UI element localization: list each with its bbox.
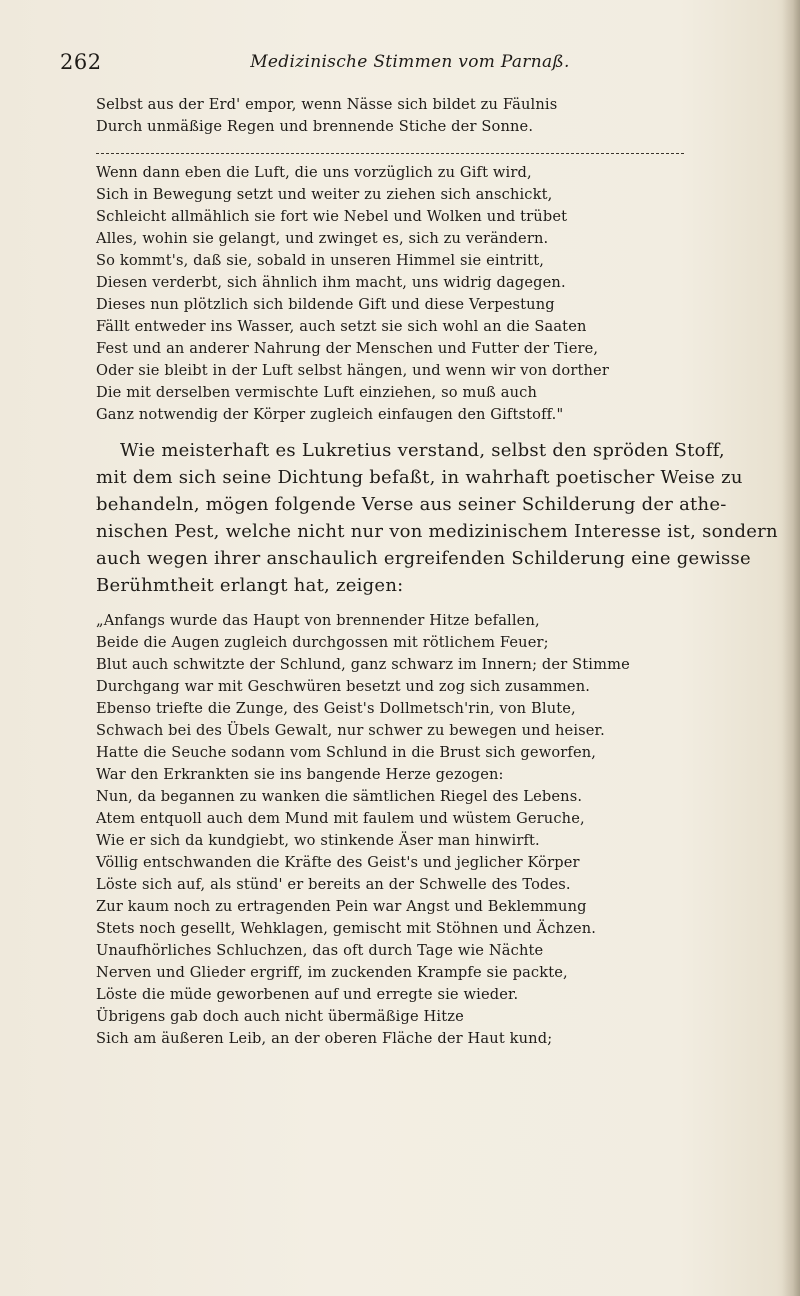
verse-line: Unaufhörliches Schluchzen, das oft durch Tage wie Nächte bbox=[96, 942, 544, 959]
verse-line: Stets noch gesellt, Wehklagen, gemischt mit Stöhnen und Ächzen. bbox=[96, 920, 597, 937]
verse-line: Beide die Augen zugleich durchgossen mit rötlichem Feuer; bbox=[96, 634, 549, 651]
paragraph-line: mit dem sich seine Dichtung befaßt, in wahrhaft poetischer Weise zu bbox=[96, 467, 743, 488]
page-number: 262 bbox=[60, 50, 102, 74]
verse-line: Alles, wohin sie gelangt, und zwinget es, sich zu verändern. bbox=[96, 230, 549, 247]
verse-line: War den Erkrankten sie ins bangende Herze gezogen: bbox=[96, 766, 504, 783]
verse-line: Wenn dann eben die Luft, die uns vorzüglich zu Gift wird, bbox=[96, 164, 532, 181]
verse-line: Völlig entschwanden die Kräfte des Geist's und jeglicher Körper bbox=[96, 854, 580, 871]
verse-line: Dieses nun plötzlich sich bildende Gift und diese Verpestung bbox=[96, 296, 555, 313]
verse-line: Blut auch schwitzte der Schlund, ganz schwarz im Innern; der Stimme bbox=[96, 656, 630, 673]
verse-line: Fest und an anderer Nahrung der Menschen und Futter der Tiere, bbox=[96, 340, 599, 357]
page-header bbox=[60, 50, 760, 80]
verse-line: Schleicht allmählich sie fort wie Nebel und Wolken und trübet bbox=[96, 208, 568, 225]
paragraph-line: behandeln, mögen folgende Verse aus seiner Schilderung der athe- bbox=[96, 494, 727, 515]
verse-line: Nun, da begannen zu wanken die sämtlichen Riegel des Lebens. bbox=[96, 788, 583, 805]
verse-line: Oder sie bleibt in der Luft selbst hängen, und wenn wir von dorther bbox=[96, 362, 609, 379]
paragraph-line: nischen Pest, welche nicht nur von medizinischem Interesse ist, sondern bbox=[96, 521, 778, 542]
verse-line: Atem entquoll auch dem Mund mit faulem und wüstem Geruche, bbox=[96, 810, 585, 827]
verse-line: Durch unmäßige Regen und brennende Stiche der Sonne. bbox=[96, 118, 534, 135]
verse-line: Übrigens gab doch auch nicht übermäßige Hitze bbox=[96, 1008, 464, 1025]
verse-line: Hatte die Seuche sodann vom Schlund in die Brust sich geworfen, bbox=[96, 744, 597, 761]
verse-line: Fällt entweder ins Wasser, auch setzt sie sich wohl an die Saaten bbox=[96, 318, 587, 335]
verse-line: Zur kaum noch zu ertragenden Pein war Angst und Beklemmung bbox=[96, 898, 587, 915]
page-edge-shadow bbox=[782, 0, 800, 1296]
verse-line: Die mit derselben vermischte Luft einziehen, so muß auch bbox=[96, 384, 537, 401]
paragraph-line: auch wegen ihrer anschaulich ergreifenden Schilderung eine gewisse bbox=[96, 548, 751, 569]
verse-line: Diesen verderbt, sich ähnlich ihm macht, uns widrig dagegen. bbox=[96, 274, 566, 291]
verse-line: Löste die müde geworbenen auf und erregte sie wieder. bbox=[96, 986, 519, 1003]
running-title: Medizinische Stimmen vom Parnaß. bbox=[250, 52, 570, 72]
verse-line: So kommt's, daß sie, sobald in unseren Himmel sie eintritt, bbox=[96, 252, 544, 269]
paragraph-line: Wie meisterhaft es Lukretius verstand, selbst den spröden Stoff, bbox=[120, 440, 725, 461]
verse-line: Sich in Bewegung setzt und weiter zu ziehen sich anschickt, bbox=[96, 186, 553, 203]
dashed-separator bbox=[96, 153, 684, 154]
verse-line: Durchgang war mit Geschwüren besetzt und zog sich zusammen. bbox=[96, 678, 591, 695]
verse-line: Wie er sich da kundgiebt, wo stinkende Äser man hinwirft. bbox=[96, 832, 540, 849]
verse-line: Sich am äußeren Leib, an der oberen Fläche der Haut kund; bbox=[96, 1030, 553, 1047]
verse-line: „Anfangs wurde das Haupt von brennender Hitze befallen, bbox=[96, 612, 540, 629]
verse-line: Selbst aus der Erd' empor, wenn Nässe sich bildet zu Fäulnis bbox=[96, 96, 558, 113]
verse-line: Nerven und Glieder ergriff, im zuckenden Krampfe sie packte, bbox=[96, 964, 568, 981]
verse-line: Schwach bei des Übels Gewalt, nur schwer zu bewegen und heiser. bbox=[96, 722, 605, 739]
paragraph-line: Berühmtheit erlangt hat, zeigen: bbox=[96, 575, 404, 596]
verse-line: Ganz notwendig der Körper zugleich einfaugen den Giftstoff." bbox=[96, 406, 564, 423]
verse-line: Löste sich auf, als stünd' er bereits an der Schwelle des Todes. bbox=[96, 876, 571, 893]
verse-line: Ebenso triefte die Zunge, des Geist's Dollmetsch'rin, von Blute, bbox=[96, 700, 576, 717]
